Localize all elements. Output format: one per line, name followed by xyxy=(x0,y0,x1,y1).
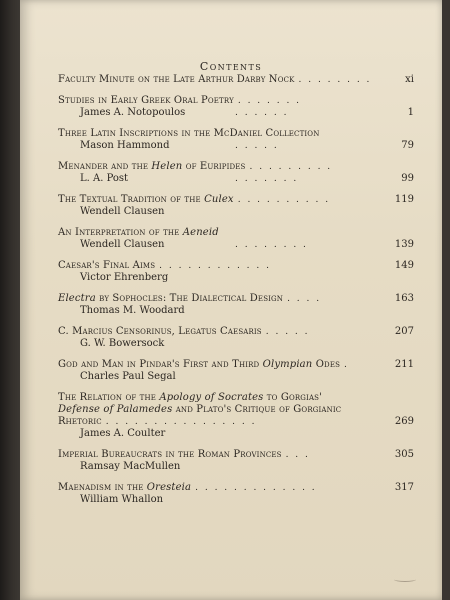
toc-entry xyxy=(58,194,414,218)
leader-dots: . . . . . . . . . . . . xyxy=(159,261,271,271)
entry-title: God and Man in Pindar's First and Third Olympian Odes xyxy=(58,359,341,370)
book-spine-edge xyxy=(0,0,20,600)
entry-title-continued: Rhetoric xyxy=(58,416,102,427)
toc-entry xyxy=(58,227,414,251)
page-number: 1 xyxy=(407,107,414,118)
toc-entry xyxy=(58,449,414,473)
page-number: 211 xyxy=(394,359,414,370)
entry-author: Mason Hammond xyxy=(80,140,170,151)
toc-entry xyxy=(58,74,414,86)
page-number: xi xyxy=(405,74,414,85)
leader-dots: . . . xyxy=(285,450,310,460)
leader-dots: . . . . . . . xyxy=(237,96,302,106)
entry-title: Maenadism in the Oresteia xyxy=(58,482,192,493)
leader-dots: . . . . . . . . . . xyxy=(237,195,331,205)
entry-author: James A. Notopoulos xyxy=(80,107,186,118)
background-edge xyxy=(442,0,450,600)
leader-dots: . . . . . . . . xyxy=(235,240,308,250)
entry-title: C. Marcius Censorinus, Legatus Caesaris xyxy=(58,326,262,337)
leader-dots: . . . . . xyxy=(235,141,279,151)
page-number: 139 xyxy=(394,239,414,250)
leader-dots: . . . . . . . . . xyxy=(249,162,333,172)
entry-title: The Textual Tradition of the Culex xyxy=(58,194,234,205)
entry-author: Thomas M. Woodard xyxy=(80,305,185,316)
page-number: 119 xyxy=(394,194,414,205)
leader-dots: . . . . xyxy=(287,294,322,304)
leader-dots: . . . . . . . . . . . . . xyxy=(195,483,317,493)
entry-author: Charles Paul Segal xyxy=(80,371,176,382)
entry-author: Wendell Clausen xyxy=(80,206,165,217)
toc-entry xyxy=(58,392,414,440)
book-page xyxy=(20,0,442,600)
toc-entry xyxy=(58,482,414,506)
toc-entry xyxy=(58,161,414,185)
entry-title: Imperial Bureaucrats in the Roman Provinces xyxy=(58,449,282,460)
toc-entry xyxy=(58,128,414,152)
page-number: 207 xyxy=(394,326,414,337)
pencil-mark xyxy=(394,577,416,582)
leader-dots: . . . . . xyxy=(265,327,310,337)
entry-author: Ramsay MacMullen xyxy=(80,461,181,472)
leader-dots: . . . . . . xyxy=(235,108,289,118)
entry-author: William Whallon xyxy=(80,494,164,505)
page-number: 79 xyxy=(401,140,414,151)
leader-dots: . . . . . . . . . . . . . . . . xyxy=(105,417,257,427)
entry-author: Wendell Clausen xyxy=(80,239,165,250)
page-number: 317 xyxy=(394,482,414,493)
leader-dots: . . . . . . . xyxy=(235,174,299,184)
entry-title: Faculty Minute on the Late Arthur Darby Nock xyxy=(58,74,295,85)
entry-author: James A. Coulter xyxy=(80,428,166,439)
entry-title-continued: Defense of Palamedes and Plato's Critique of Gorgianic xyxy=(58,404,342,415)
toc-entry xyxy=(58,293,414,317)
page-number: 305 xyxy=(394,449,414,460)
entry-author: L. A. Post xyxy=(80,173,129,184)
entry-author: Victor Ehrenberg xyxy=(80,272,169,283)
toc-entry xyxy=(58,95,414,119)
entry-title: An Interpretation of the Aeneid xyxy=(58,227,219,238)
contents-heading: Contents xyxy=(199,60,263,73)
page-number: 163 xyxy=(394,293,414,304)
toc-list xyxy=(58,74,414,515)
toc-entry xyxy=(58,359,414,383)
page-number: 269 xyxy=(394,416,414,427)
leader-dots: . xyxy=(344,360,349,370)
entry-title: Three Latin Inscriptions in the McDaniel Collection xyxy=(58,128,320,139)
entry-title: Studies in Early Greek Oral Poetry xyxy=(58,95,234,106)
toc-entry xyxy=(58,260,414,284)
page-number: 149 xyxy=(394,260,414,271)
entry-author: G. W. Bowersock xyxy=(80,338,165,349)
entry-title: Electra by Sophocles: The Dialectical Design xyxy=(58,293,284,304)
page-number: 99 xyxy=(401,173,414,184)
leader-dots: . . . . . . . . xyxy=(298,75,372,85)
entry-title: Caesar's Final Aims xyxy=(58,260,156,271)
toc-entry xyxy=(58,326,414,350)
entry-title: Menander and the Helen of Euripides xyxy=(58,161,246,172)
entry-title: The Relation of the Apology of Socrates to Gorgias' xyxy=(58,392,322,403)
